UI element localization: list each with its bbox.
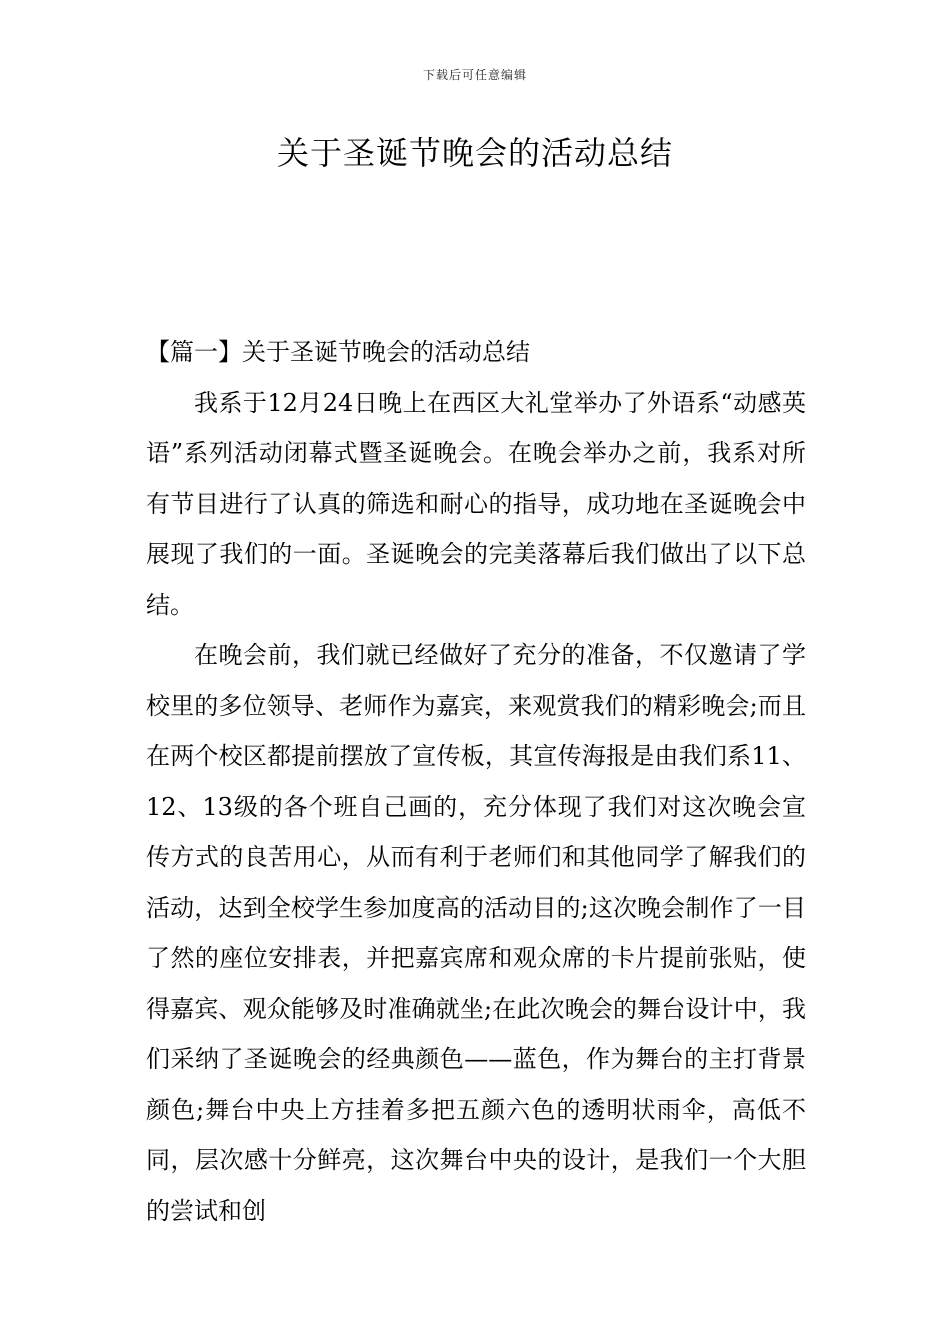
section-heading: 【篇一】关于圣诞节晚会的活动总结: [146, 338, 530, 366]
document-title: 关于圣诞节晚会的活动总结: [276, 134, 673, 172]
header-note: 下载后可任意编辑: [422, 68, 527, 82]
paragraph-1: 我系于12月24日晚上在西区大礼堂举办了外语系“动感英语”系列活动闭幕式暨圣诞晚会。在晚会举办之前，我系对所有节目进行了认真的筛选和耐心的指导，成功地在圣诞晚会中展现了我们的一面。圣诞晚会的完美落幕后我们做出了以下总结。: [146, 388, 806, 619]
paragraph-2: 在晚会前，我们就已经做好了充分的准备，不仅邀请了学校里的多位领导、老师作为嘉宾，来观赏我们的精彩晚会;而且在两个校区都提前摆放了宣传板，其宣传海报是由我们系11、12、13级的各个班自己画的，充分体现了我们对这次晚会宣传方式的良苦用心，从而有利于老师们和其他同学了解我们的活动，达到全校学生参加度高的活动目的;这次晚会制作了一目了然的座位安排表，并把嘉宾席和观众席的卡片提前张贴，使得嘉宾、观众能够及时准确就坐;在此次晚会的舞台设计中，我们采纳了圣诞晚会的经典颜色——蓝色，作为舞台的主打背景颜色;舞台中央上方挂着多把五颜六色的透明状雨伞，高低不同，层次感十分鲜亮，这次舞台中央的设计，是我们一个大胆的尝试和创: [146, 641, 806, 1225]
document-body: [146, 327, 806, 1236]
